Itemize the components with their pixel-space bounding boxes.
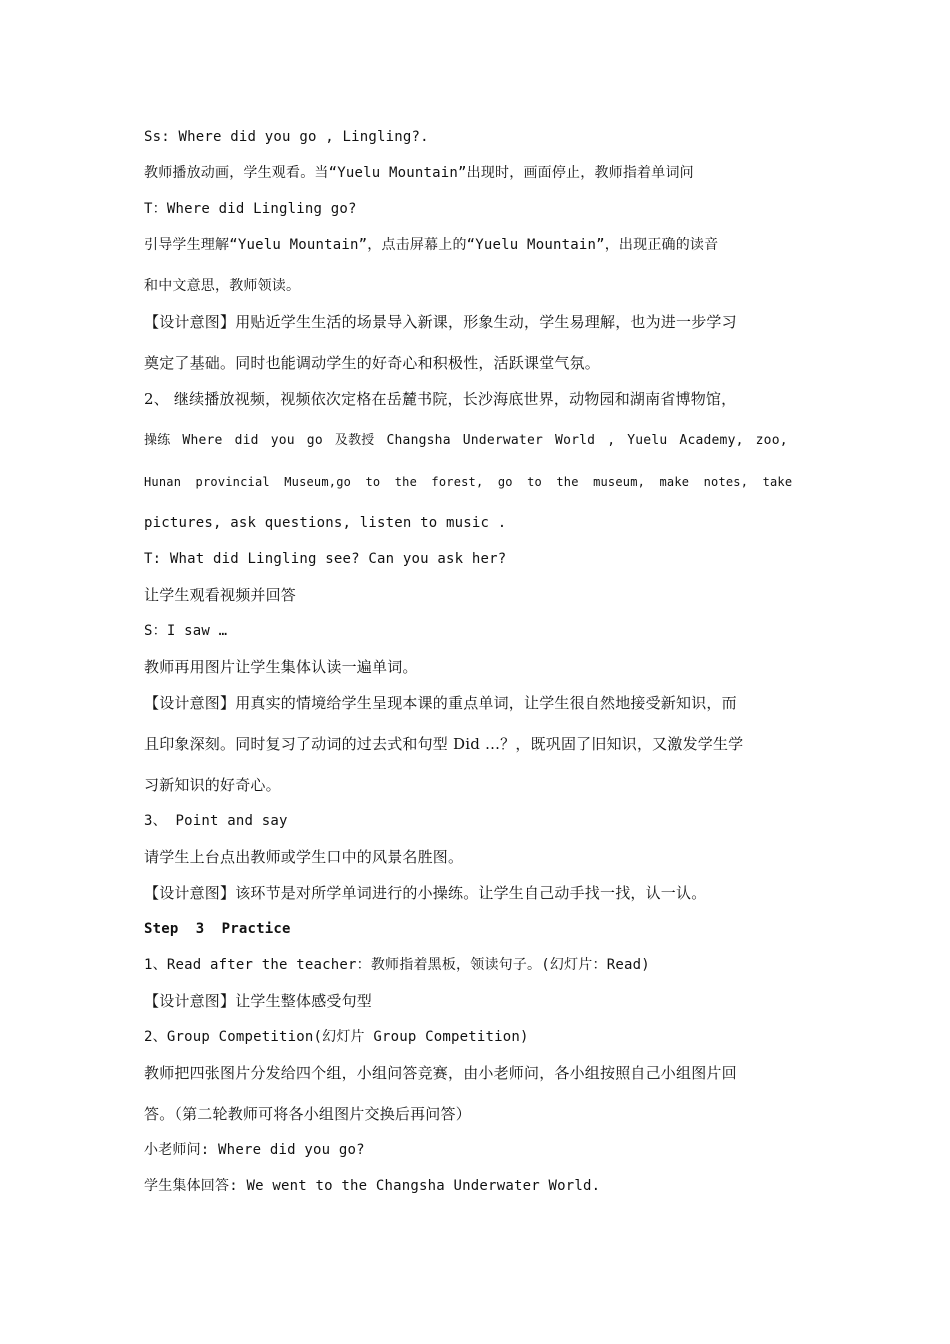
text-line: 3、 Point and say — [144, 813, 288, 829]
text-line: 教师把四张图片分发给四个组，小组问答竞赛，由小老师问，各小组按照自己小组图片回 — [144, 1064, 737, 1082]
text-line: S：I saw … — [144, 623, 228, 639]
text-line: 【设计意图】让学生整体感受句型 — [144, 992, 373, 1010]
text-line: T: What did Lingling see? Can you ask her? — [144, 551, 507, 567]
text-line: 小老师问: Where did you go? — [144, 1142, 365, 1158]
text-line: 学生集体回答: We went to the Changsha Underwater World. — [144, 1178, 601, 1194]
text-line: 习新知识的好奇心。 — [144, 776, 281, 794]
text-line: 【设计意图】用真实的情境给学生呈现本课的重点单词，让学生很自然地接受新知识，而 — [144, 694, 737, 712]
text-line: 1、Read after the teacher：教师指着黑板，领读句子。(幻灯片：Read) — [144, 957, 650, 973]
section-heading: Step 3 Practice — [144, 921, 291, 937]
text-line: 请学生上台点出教师或学生口中的风景名胜图。 — [144, 848, 464, 866]
text-line: 答。（第二轮教师可将各小组图片交换后再问答） — [144, 1105, 471, 1123]
text-line: 奠定了基础。同时也能调动学生的好奇心和积极性，活跃课堂气氛。 — [144, 354, 601, 372]
text-line: 引导学生理解“Yuelu Mountain”，点击屏幕上的“Yuelu Mountain”，出现正确的读音 — [144, 237, 719, 253]
text-line: 操练 Where did you go 及教授 Changsha Underwater World , Yuelu Academy, zoo, — [144, 433, 788, 448]
text-line: 让学生观看视频并回答 — [144, 586, 297, 604]
text-line: 2、 继续播放视频，视频依次定格在岳麓书院，长沙海底世界，动物园和湖南省博物馆， — [144, 390, 737, 408]
text-line: pictures, ask questions, listen to music . — [144, 515, 507, 531]
text-line: T：Where did Lingling go? — [144, 201, 357, 217]
text-line: 和中文意思，教师领读。 — [144, 278, 301, 294]
text-line: 2、Group Competition(幻灯片 Group Competition) — [144, 1029, 529, 1045]
text-line: 【设计意图】该环节是对所学单词进行的小操练。让学生自己动手找一找，认一认。 — [144, 884, 707, 902]
text-line: Ss: Where did you go , Lingling?. — [144, 129, 429, 145]
text-line: 【设计意图】用贴近学生生活的场景导入新课，形象生动，学生易理解，也为进一步学习 — [144, 313, 737, 331]
text-line: Hunan provincial Museum,go to the forest, go to the museum, make notes, take — [144, 475, 793, 489]
text-line: 教师再用图片让学生集体认读一遍单词。 — [144, 658, 418, 676]
text-line: 且印象深刻。同时复习了动词的过去式和句型 Did …？，既巩固了旧知识，又激发学生学 — [144, 735, 744, 753]
text-line: 教师播放动画，学生观看。当“Yuelu Mountain”出现时，画面停止，教师指着单词问 — [144, 165, 694, 181]
